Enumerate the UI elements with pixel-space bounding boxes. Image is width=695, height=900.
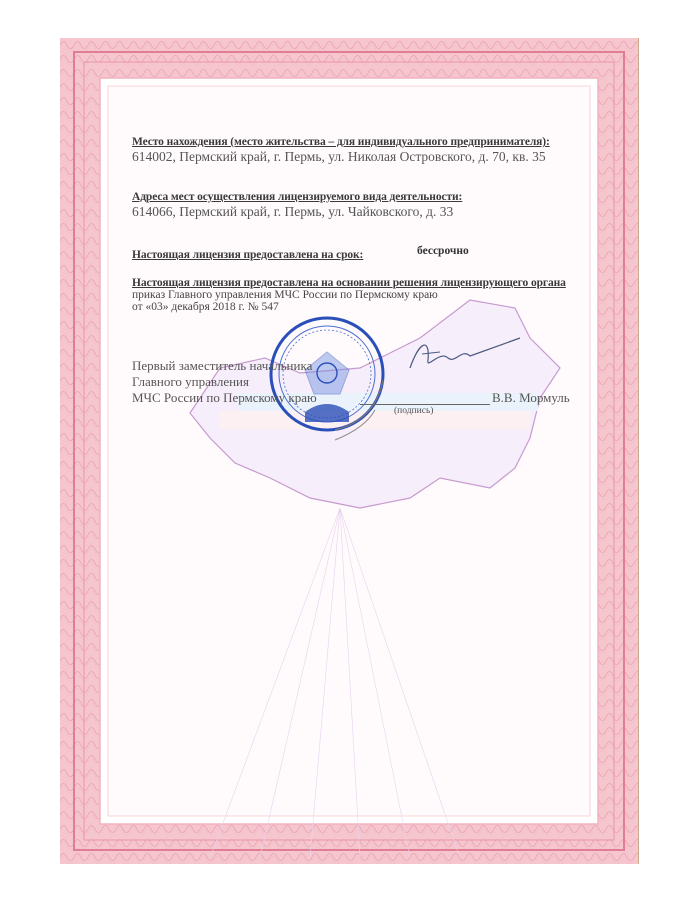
signer-name: В.В. Мормуль <box>492 390 570 405</box>
address-value: 614002, Пермский край, г. Пермь, ул. Николая Островского, д. 70, кв. 35 <box>132 149 546 164</box>
basis-section <box>132 277 570 313</box>
term-value: бессрочно <box>417 245 469 257</box>
signature-mark <box>400 330 530 380</box>
license-sheet <box>60 38 638 864</box>
term-section <box>132 245 612 263</box>
activity-label: Адреса мест осуществления лицензируемого вида деятельности: <box>132 191 463 203</box>
signer-line-3: МЧС России по Пермскому краю <box>132 390 317 405</box>
signature-caption: (подпись) <box>394 406 434 416</box>
address-section <box>132 136 550 165</box>
signer-block <box>132 358 317 406</box>
signature-line <box>360 404 490 405</box>
basis-label: Настоящая лицензия предоставлена на основании решения лицензирующего органа <box>132 277 566 289</box>
signer-line-1: Первый заместитель начальника <box>132 358 313 373</box>
term-label: Настоящая лицензия предоставлена на срок: <box>132 249 364 261</box>
basis-text: приказ Главного управления МЧС России по Пермскому краю <box>132 289 438 301</box>
signer-line-2: Главного управления <box>132 374 249 389</box>
basis-date: от «03» декабря 2018 г. № 547 <box>132 301 279 313</box>
address-label: Место нахождения (место жительства – для индивидуального предпринимателя): <box>132 136 550 148</box>
activity-section <box>132 191 462 220</box>
activity-value: 614066, Пермский край, г. Пермь, ул. Чайковского, д. 33 <box>132 204 454 219</box>
